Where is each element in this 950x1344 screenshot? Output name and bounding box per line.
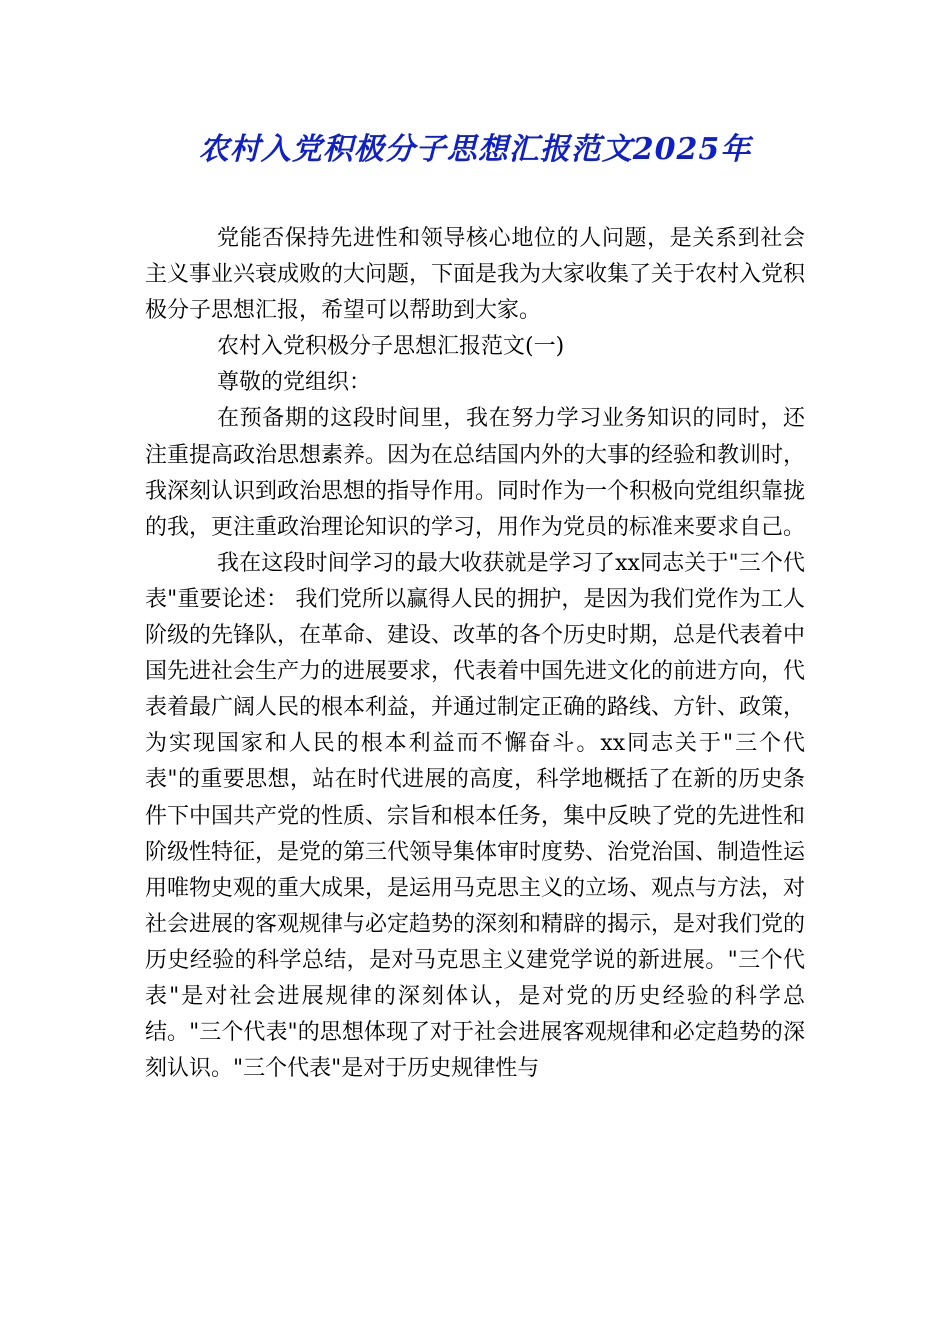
- body-paragraph: 我在这段时间学习的最大收获就是学习了xx同志关于"三个代表"重要论述： 我们党所以赢得人民的拥护，是因为我们党作为工人阶级的先锋队，在革命、建设、改革的各个历史时期，总是代表着中国先进社会生产力的进展要求，代表着中国先进文化的前进方向，代表着最广阔人民的根本利益，并通过制定正确的路线、方针、政策，为实现国家和人民的根本利益而不懈奋斗。xx同志关于"三个代表"的重要思想，站在时代进展的高度，科学地概括了在新的历史条件下中国共产党的性质、宗旨和根本任务，集中反映了党的先进性和阶级性特征，是党的第三代领导集体审时度势、治党治国、制造性运用唯物史观的重大成果，是运用马克思主义的立场、观点与方法，对社会进展的客观规律与必定趋势的深刻和精辟的揭示，是对我们党的历史经验的科学总结，是对马克思主义建党学说的新进展。"三个代表"是对社会进展规律的深刻体认，是对党的历史经验的科学总结。"三个代表"的思想体现了对于社会进展客观规律和必定趋势的深刻认识。"三个代表"是对于历史规律性与: [145, 550, 806, 1082]
- section-heading: 农村入党积极分子思想汇报范文(一): [217, 334, 565, 360]
- salutation: 尊敬的党组织：: [217, 370, 372, 396]
- intro-paragraph: 党能否保持先进性和领导核心地位的人问题，是关系到社会主义事业兴衰成败的大问题，下面是我为大家收集了关于农村入党积极分子思想汇报，希望可以帮助到大家。: [145, 226, 806, 324]
- document-body: [145, 221, 805, 1087]
- document-title: 农村入党积极分子思想汇报范文2025年: [198, 132, 752, 167]
- body-paragraph: 在预备期的这段时间里，我在努力学习业务知识的同时，还注重提高政治思想素养。因为在总结国内外的大事的经验和教训时，我深刻认识到政治思想的指导作用。同时作为一个积极向党组织靠拢的我，更注重政治理论知识的学习，用作为党员的标准来要求自己。: [145, 406, 806, 540]
